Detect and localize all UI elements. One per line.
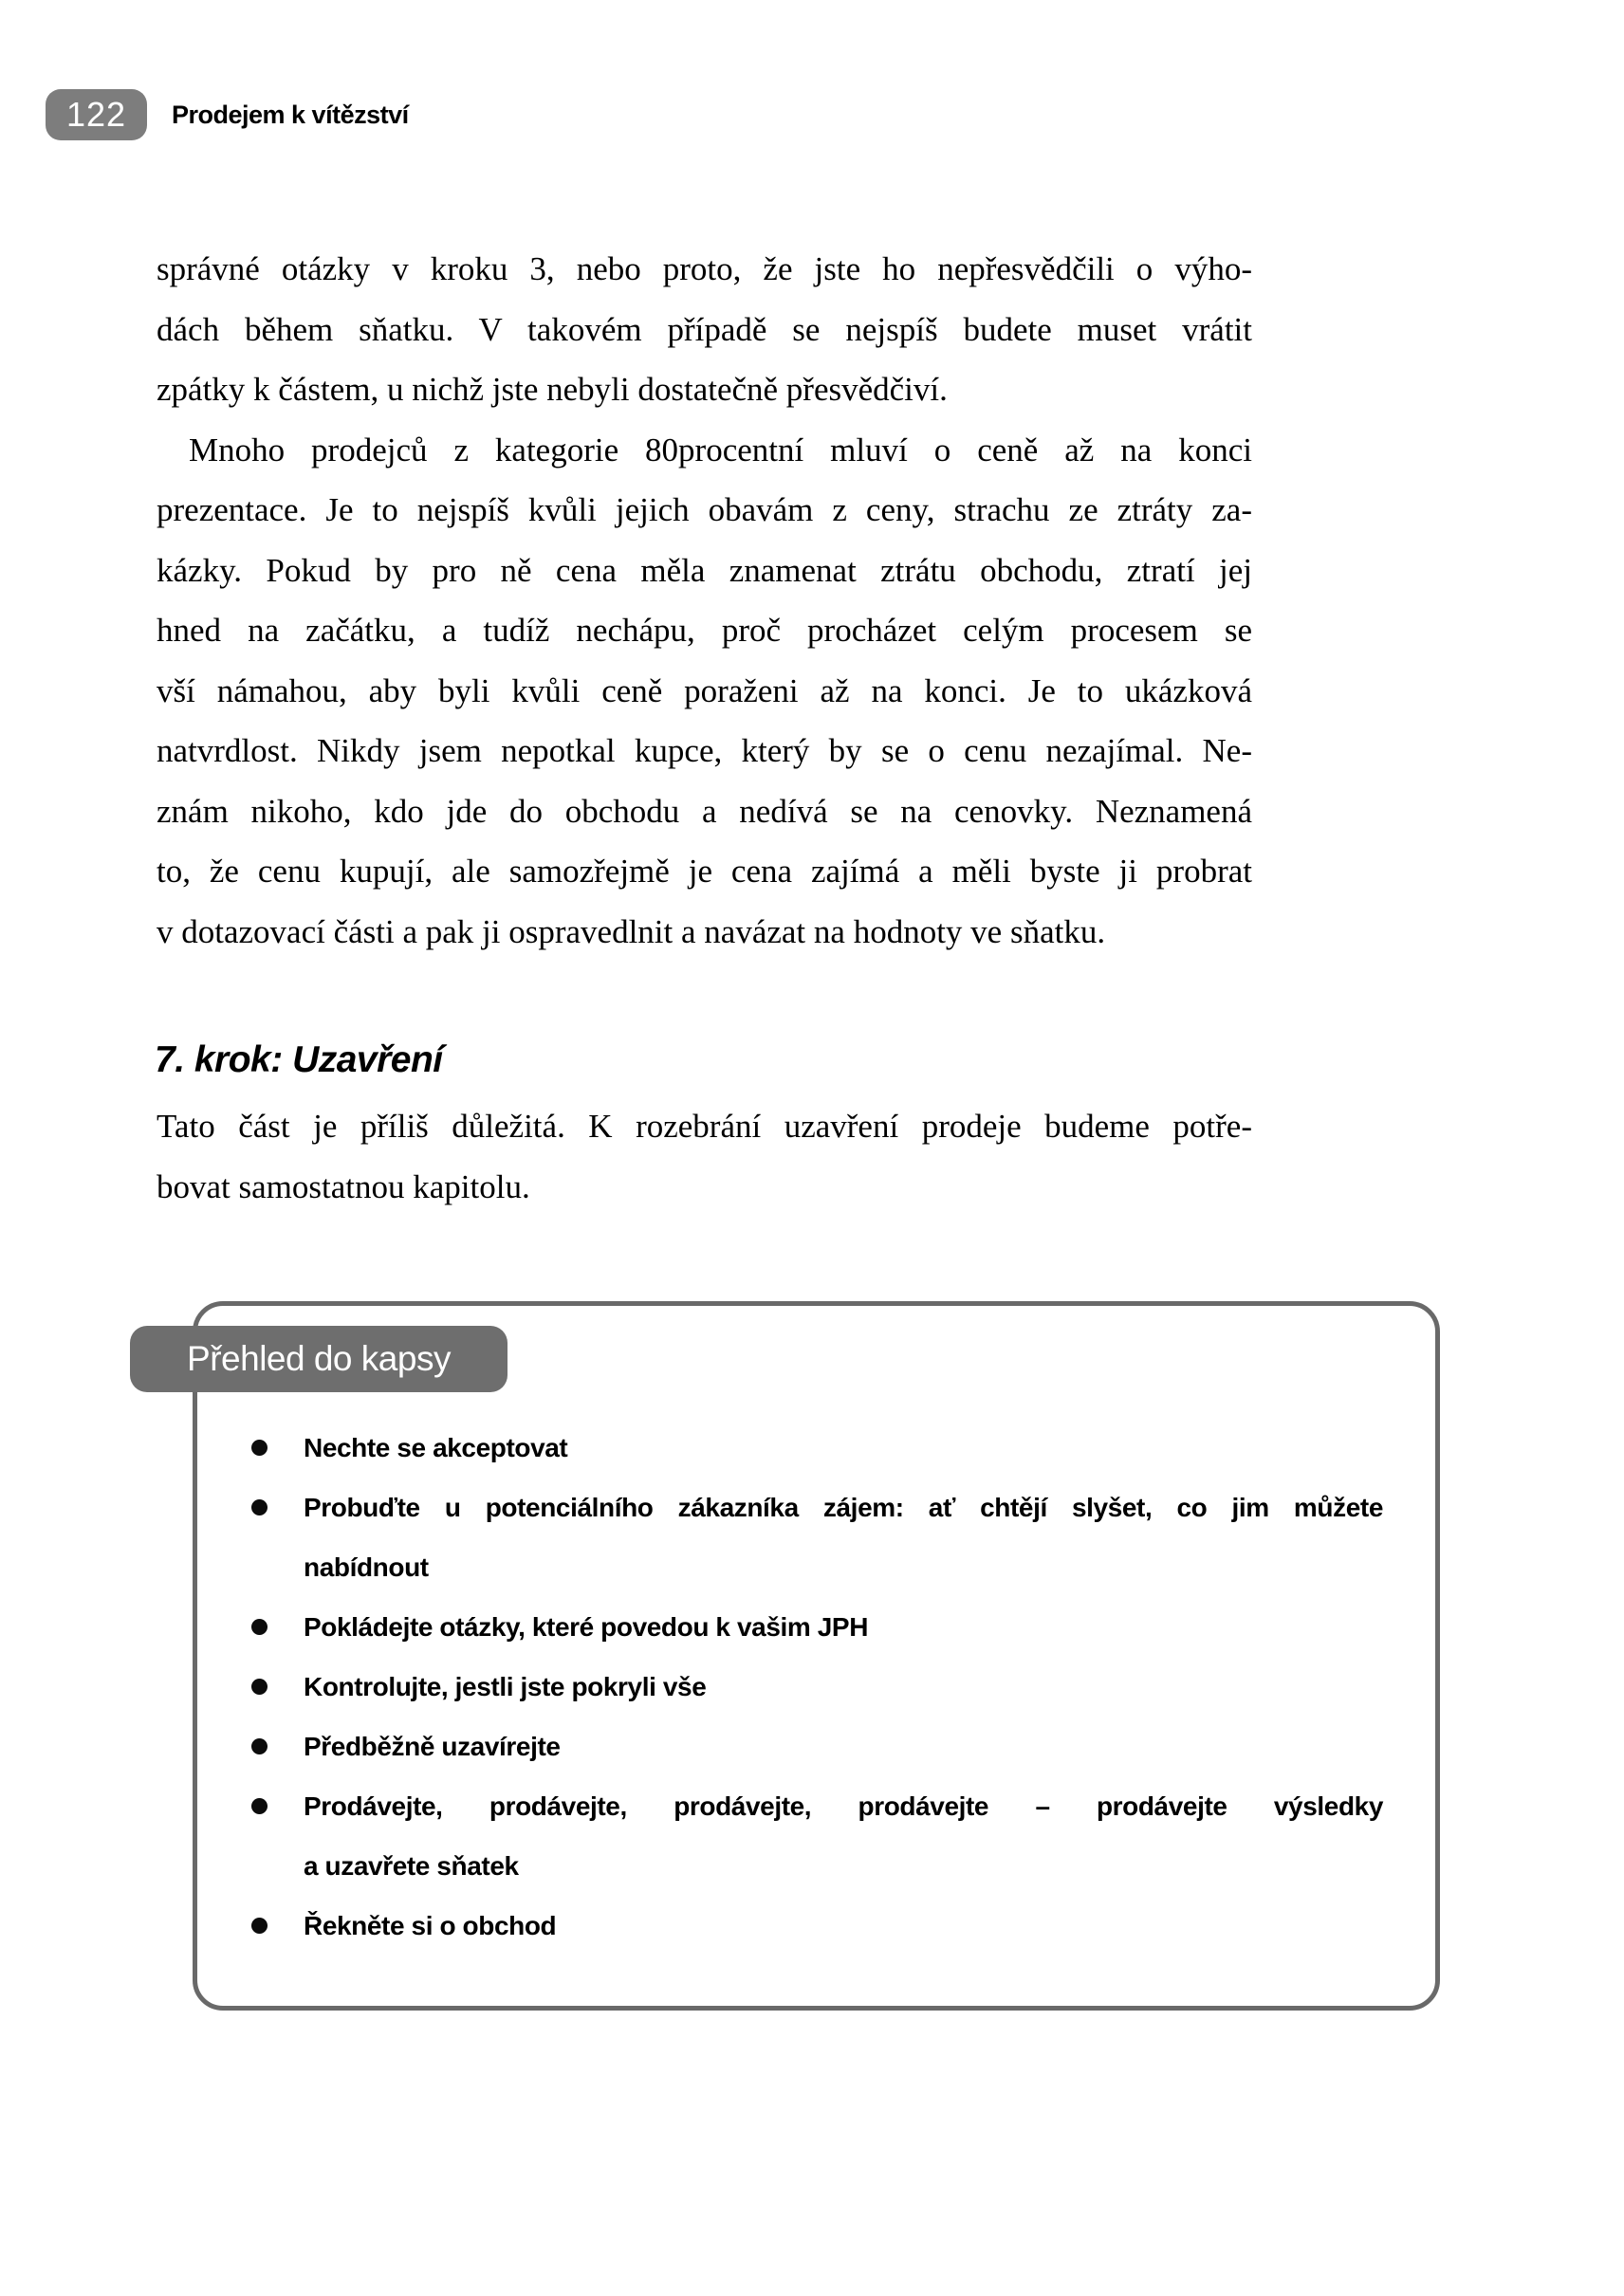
text-line: Pokládejte otázky, které povedou k vašim JPH <box>304 1612 869 1642</box>
pocket-summary-box <box>193 1301 1440 2011</box>
list-item <box>251 1597 1435 1657</box>
bullet-text <box>304 1597 1383 1657</box>
list-item <box>251 1657 1435 1717</box>
pocket-summary-label-text: Přehled do kapsy <box>187 1339 451 1378</box>
text-line: vší námahou, aby byli kvůli ceně poraženi až na konci. Je to ukázková <box>157 671 1252 709</box>
text-line: bovat samostatnou kapitolu. <box>157 1167 530 1205</box>
text-line: Předběžně uzavírejte <box>304 1732 561 1761</box>
list-item <box>251 1418 1435 1478</box>
bullet-icon <box>251 1776 304 1896</box>
bullet-list <box>197 1306 1435 1956</box>
paragraph <box>157 239 1252 420</box>
text-line: správné otázky v kroku 3, nebo proto, že jste ho nepřesvědčili o výho- <box>157 250 1252 287</box>
bullet-text <box>304 1478 1383 1597</box>
list-item <box>251 1776 1435 1896</box>
book-title: Prodejem k vítězství <box>172 100 409 129</box>
paragraph <box>157 420 1252 963</box>
text-line: nabídnout <box>304 1552 429 1582</box>
bullet-text <box>304 1418 1383 1478</box>
text-line: Nechte se akceptovat <box>304 1433 568 1462</box>
text-line: kázky. Pokud by pro ně cena měla znamenat ztrátu obchodu, ztratí jej <box>157 551 1252 589</box>
section-heading: 7. krok: Uzavření <box>155 1039 443 1080</box>
text-line: hned na začátku, a tudíž nechápu, proč procházet celým procesem se <box>157 612 1252 649</box>
bullet-icon <box>251 1478 304 1597</box>
list-item <box>251 1717 1435 1776</box>
text-line: Probuďte u potenciálního zákazníka zájem: ať chtějí slyšet, co jim můžete <box>304 1493 1383 1522</box>
text-line: Řekněte si o obchod <box>304 1911 557 1940</box>
page-header <box>46 89 409 140</box>
text-line: v dotazovací části a pak ji ospravedlnit a navázat na hodnoty ve sňatku. <box>157 912 1106 950</box>
text-line: Tato část je příliš důležitá. K rozebrání uzavření prodeje budeme potře- <box>157 1108 1252 1145</box>
bullet-icon <box>251 1657 304 1717</box>
closing-paragraph <box>157 1096 1252 1217</box>
page-number-badge <box>46 89 147 140</box>
bullet-icon <box>251 1418 304 1478</box>
list-item <box>251 1478 1435 1597</box>
text-line: znám nikoho, kdo jde do obchodu a nedívá se na cenovky. Neznamená <box>157 792 1252 830</box>
list-item <box>251 1896 1435 1956</box>
bullet-text <box>304 1717 1383 1776</box>
bullet-text <box>304 1776 1383 1896</box>
text-line: a uzavřete sňatek <box>304 1851 519 1881</box>
bullet-icon <box>251 1896 304 1956</box>
text-line: natvrdlost. Nikdy jsem nepotkal kupce, který by se o cenu nezajímal. Ne- <box>157 732 1252 769</box>
bullet-icon <box>251 1597 304 1657</box>
text-line: dách během sňatku. V takovém případě se nejspíš budete muset vrátit <box>157 310 1252 348</box>
text-line: Kontrolujte, jestli jste pokryli vše <box>304 1672 707 1701</box>
page-number: 122 <box>65 95 127 134</box>
pocket-summary-label <box>130 1326 508 1392</box>
bullet-icon <box>251 1717 304 1776</box>
text-line: zpátky k částem, u nichž jste nebyli dostatečně přesvědčiví. <box>157 371 948 408</box>
body-text <box>157 239 1252 962</box>
bullet-text <box>304 1896 1383 1956</box>
bullet-text <box>304 1657 1383 1717</box>
text-line: Mnoho prodejců z kategorie 80procentní mluví o ceně až na konci <box>189 431 1252 468</box>
text-line: to, že cenu kupují, ale samozřejmě je cena zajímá a měli byste ji probrat <box>157 853 1252 890</box>
text-line: Prodávejte, prodávejte, prodávejte, prodávejte – prodávejte výsledky <box>304 1791 1383 1821</box>
text-line: prezentace. Je to nejspíš kvůli jejich obavám z ceny, strachu ze ztráty za- <box>157 491 1252 528</box>
